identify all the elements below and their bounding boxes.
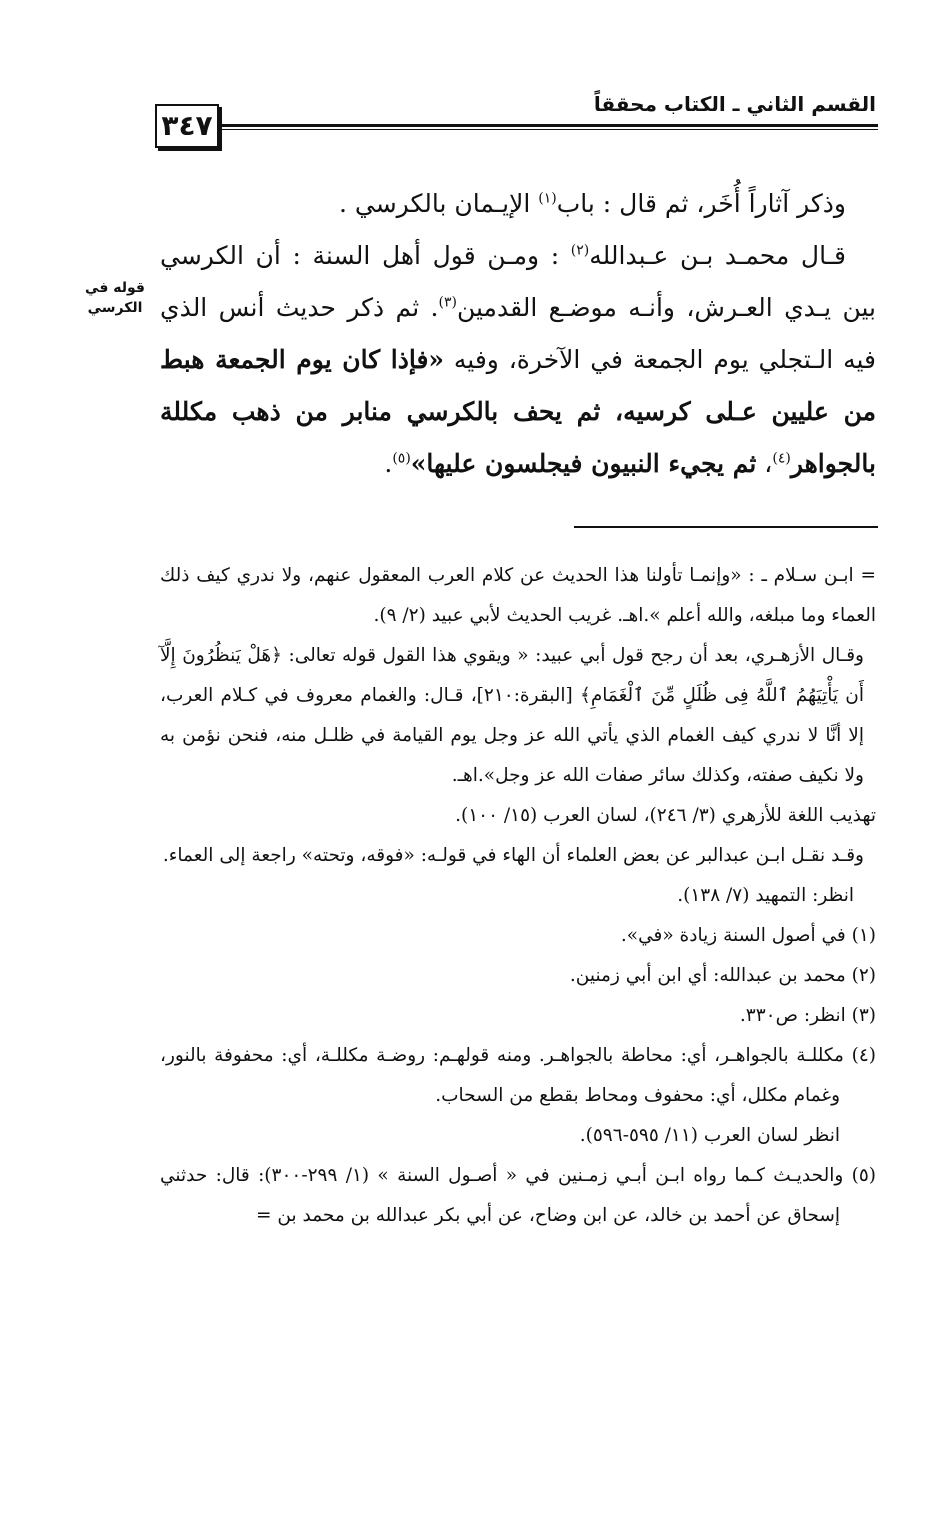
margin-note-line2: الكرسي — [87, 300, 143, 316]
main-text — [160, 178, 876, 490]
hadith-quote: «فإذا كان يوم الجمعة هبط من عليين عـلى كرسيه، ثم يحف بالكرسي منابر من ذهب مكللة بالجواهر — [160, 345, 876, 478]
footnote-3: (٣) انظر: ص٣٣٠. — [739, 1005, 876, 1026]
footnote-ref-4: (٤) — [772, 450, 791, 467]
footnote-ref-1: (١) — [538, 190, 557, 207]
margin-note-line1: قوله في — [85, 280, 145, 296]
footnote-ref-5: (٥) — [392, 450, 411, 467]
footnote-1: (١) في أصول السنة زيادة «في». — [620, 925, 876, 946]
footnotes — [160, 556, 876, 1236]
header-rule-thin — [218, 129, 878, 130]
footnote-separator — [574, 526, 878, 528]
paragraph-1: وذكر آثاراً أُخَر، ثم قال : باب$^{(١)}$ الإيـمان بالكرسي . — [339, 189, 846, 218]
footnote-5: (٥) والحديـث كـما رواه ابـن أبـي زمـنين في « أصـول السنة » (١/ ٢٩٩-٣٠٠): قال: حدثني إسحاق عن أحمد بن خالد، عن ابن وضاح، عن أبي بكر عبدالله بن محمد بن = — [160, 1165, 876, 1226]
footnote-continuation-ibn-abdilbarr: وقـد نقـل ابـن عبدالبر عن بعض العلماء أن الهاء في قولـه: «فوقه، وتحته» راجعة إلى العماء. — [162, 845, 864, 866]
footnote-4: (٤) مكللـة بالجواهـر، أي: محاطة بالجواهـر. ومنه قولهـم: روضـة مكللـة، أي: محفوفة بالنور، وغمام مكلل، أي: محفوف ومحاط بقطع من السحاب. — [160, 1045, 876, 1106]
footnote-continuation-azhari: وقـال الأزهـري، بعد أن رجح قول أبي عبيد: « ويقوي هذا القول قوله تعالى: ﴿هَلْ يَنظُرُونَ إِلَّآ أَن يَأْتِيَهُمُ ٱللَّهُ فِى ظُلَلٍ مِّنَ ٱلْغَمَامِ﴾ [البقرة:٢١٠]، قـال: والغمام معروف في كـلام العرب، إلا أنَّا لا ندري كيف الغمام الذي يأتي الله عز وجل يوم القيامة في ظلـل منه، فنحن نؤمن به ولا نكيف صفته، وكذلك سائر صفات الله عز وجل».اهـ. — [160, 645, 864, 786]
footnote-continuation-tamhid: انظر: التمهيد (٧/ ١٣٨). — [677, 885, 854, 906]
page-number: ٣٤٧ — [155, 104, 219, 148]
footnote-continuation-refs: تهذيب اللغة للأزهري (٣/ ٢٤٦)، لسان العرب (١٥/ ١٠٠). — [455, 805, 876, 826]
footnote-ref-3: (٣) — [438, 294, 457, 311]
running-header: القسم الثاني ـ الكتاب محققاً — [593, 92, 876, 116]
footnote-2: (٢) محمد بن عبدالله: أي ابن أبي زمنين. — [569, 965, 876, 986]
header-rule — [218, 124, 878, 127]
hadith-quote-end: ثم يجيء النبيون فيجلسون عليها» — [410, 449, 757, 478]
footnote-continuation: = ابـن سـلام ـ : «وإنمـا تأولنا هذا الحديث عن كلام العرب المعقول عنهم، ولا ندري كيف ذلك العماء وما مبلغه، والله أعلم ».اهـ. غريب الحديث لأبي عبيد (٢/ ٩). — [160, 565, 876, 626]
footnote-ref-2: (٢) — [570, 242, 590, 259]
footnote-4-ref: انظر لسان العرب (١١/ ٥٩٥-٥٩٦). — [579, 1125, 840, 1146]
margin-note — [78, 278, 152, 318]
paragraph-2: قـال محمـد بـن عـبدالله$^{(٢)}$ : ومـن قول أهل السنة : أن الكرسي بين يـدي العـرش، وأنـه موضـع القدمين$^{(٣)}$. ثم ذكر حديث أنس الذي فيه الـتجلي يوم الجمعة في الآخرة، وفيه «فإذا كان يوم الجمعة هبط من عليين عـلى كرسيه، ثم يحف بالكرسي منابر من ذهب مكللة بالجواهر$^{(٤)}$، ثم يجيء النبيون فيجلسون عليها»$^{(٥)}$. — [160, 241, 877, 478]
